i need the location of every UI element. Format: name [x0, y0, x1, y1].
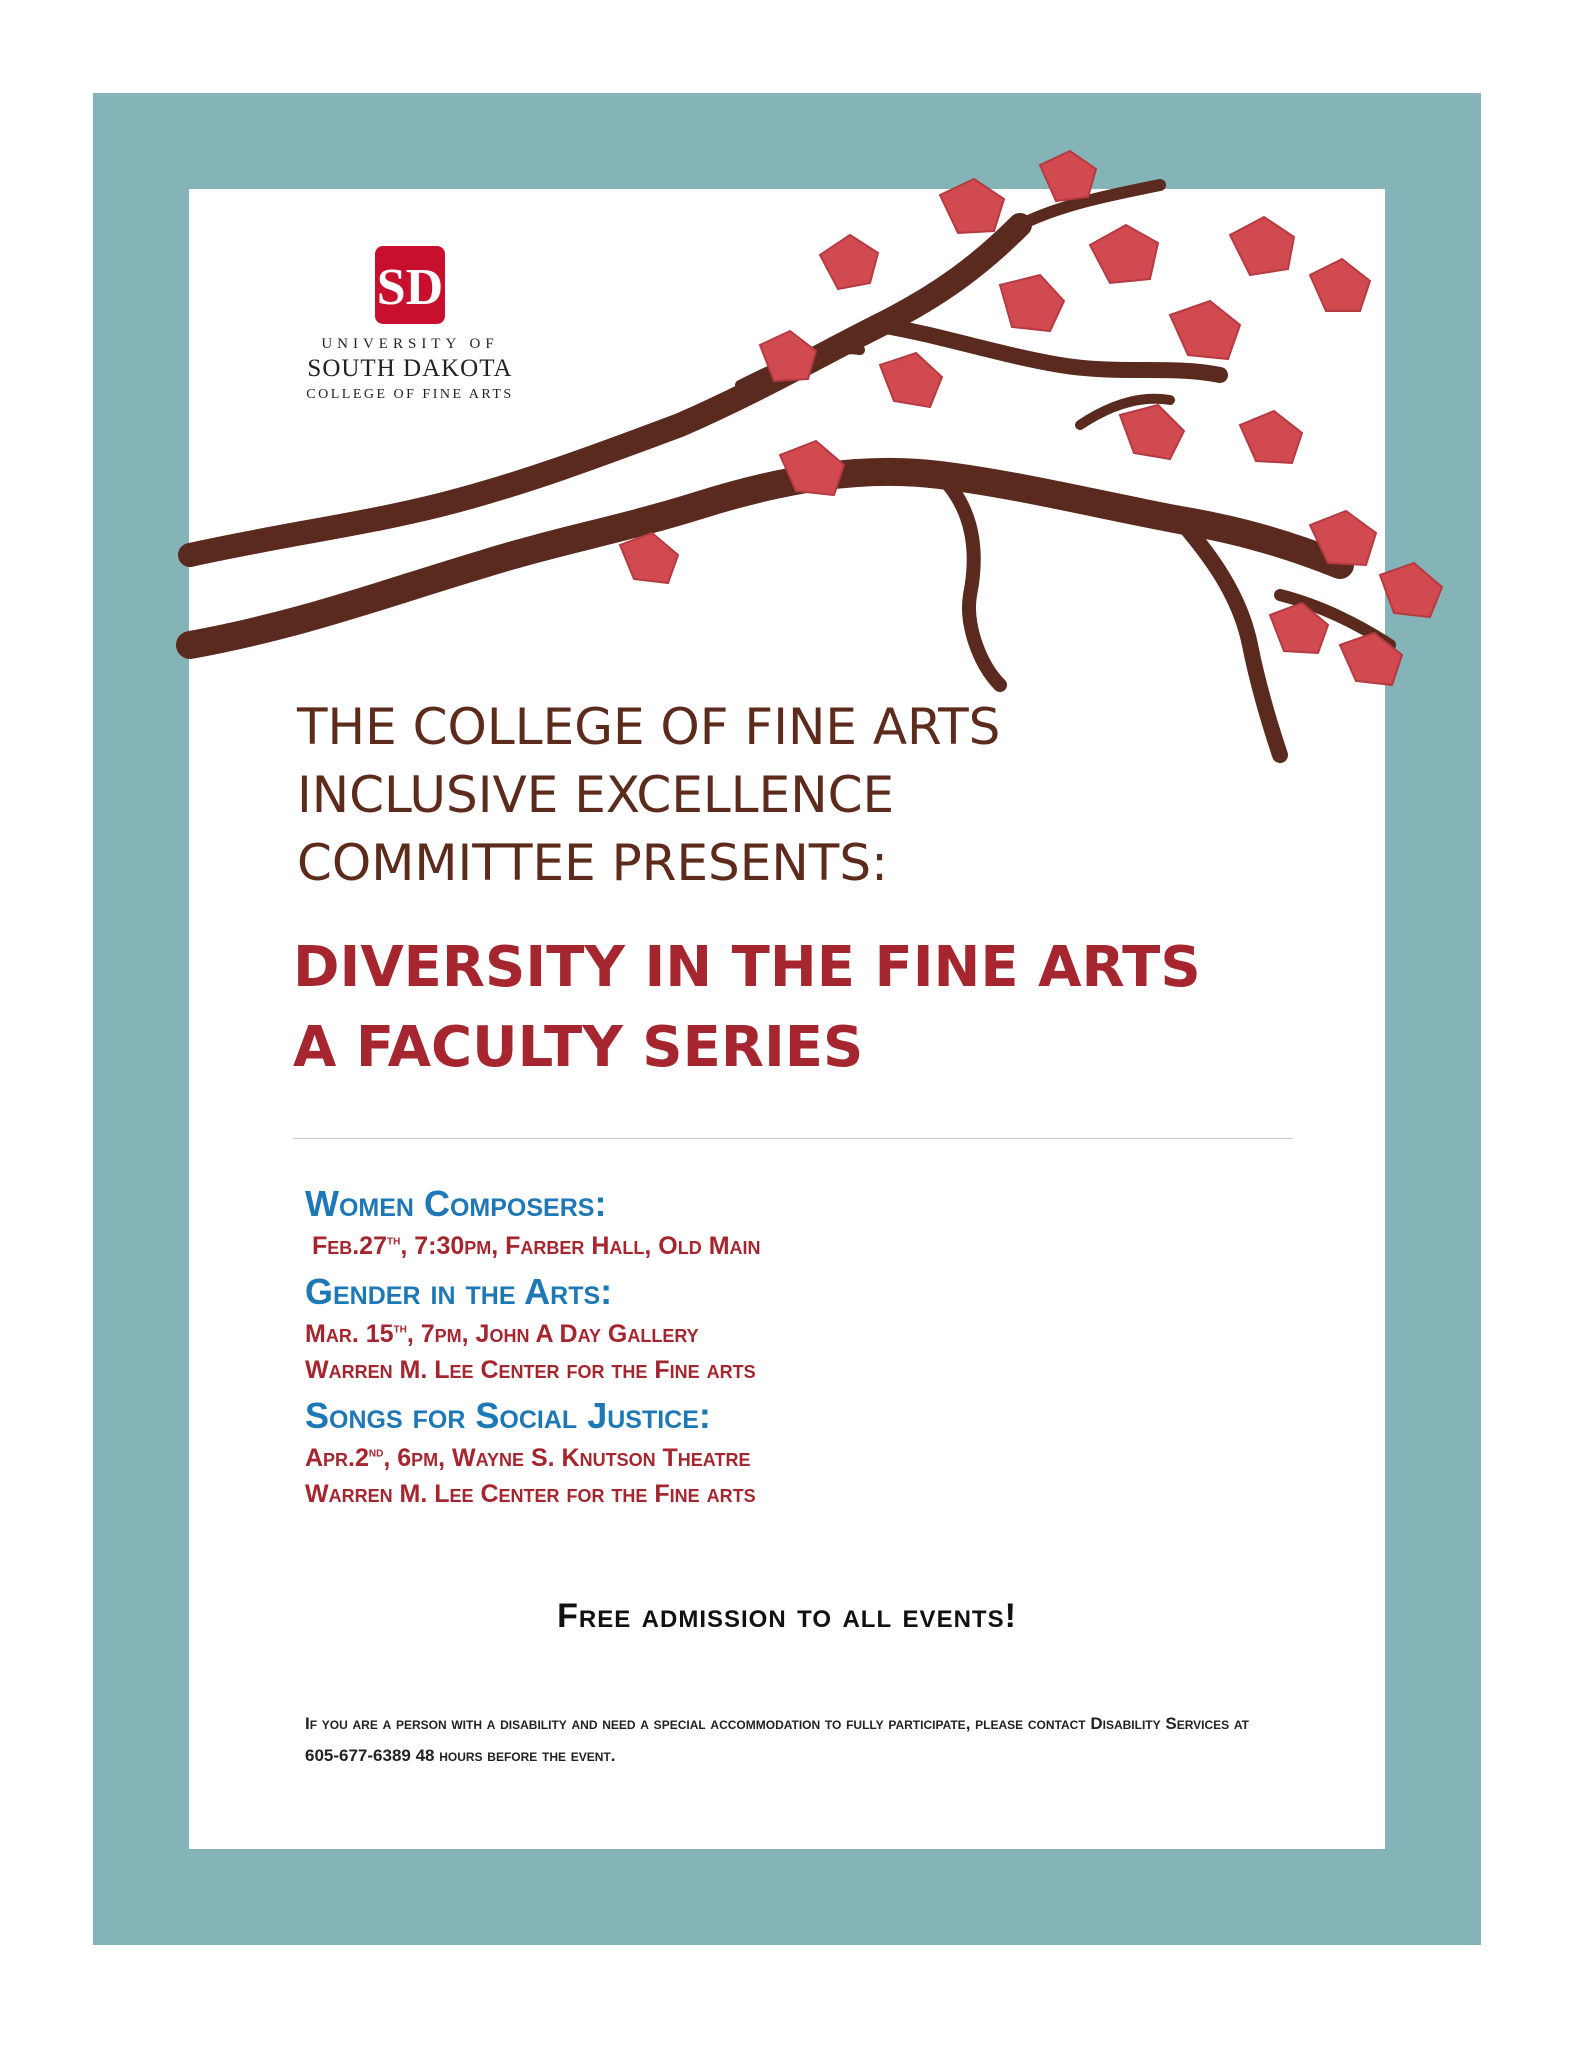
- blossom: [940, 179, 1004, 233]
- logo-line-college: COLLEGE OF FINE ARTS: [306, 387, 514, 402]
- event-date-venue: Mar. 15th, 7pm, John A Day Gallery: [305, 1319, 699, 1348]
- blossom: [1230, 217, 1294, 275]
- blossom: [1380, 563, 1442, 617]
- series-title: [293, 928, 1343, 1088]
- university-logo: [275, 242, 545, 403]
- series-title-line: A FACULTY SERIES: [293, 1015, 864, 1080]
- accessibility-disclaimer: If you are a person with a disability and need a special accommodation to fully participate, please contact Disability Services at 605-677-6389 48 hours before the event.: [305, 1714, 1249, 1765]
- events-list: [305, 1180, 1305, 1516]
- blossom: [1240, 411, 1302, 463]
- event-title: Songs for Social Justice:: [305, 1395, 711, 1436]
- blossom: [1000, 275, 1064, 331]
- event-item: [305, 1268, 1305, 1388]
- event-venue-building: Warren M. Lee Center for the Fine arts: [305, 1356, 756, 1384]
- blossom: [1170, 301, 1240, 359]
- blossom: [1120, 405, 1184, 459]
- blossom: [1310, 259, 1370, 311]
- event-item: [305, 1392, 1305, 1512]
- blossom: [1090, 225, 1158, 283]
- event-date-venue: Feb.27th, 7:30pm, Farber Hall, Old Main: [311, 1231, 761, 1260]
- event-title: Gender in the Arts:: [305, 1271, 613, 1312]
- presenter-line: COMMITTEE PRESENTS:: [297, 834, 888, 892]
- presenter-line: THE COLLEGE OF FINE ARTS: [297, 698, 1001, 756]
- presenter-line: INCLUSIVE EXCELLENCE: [297, 766, 895, 824]
- blossom: [1040, 151, 1096, 201]
- presenter-heading: [297, 693, 1197, 897]
- series-title-line: DIVERSITY IN THE FINE ARTS: [293, 935, 1201, 1000]
- event-item: [305, 1180, 1305, 1264]
- divider-rule: [293, 1138, 1293, 1139]
- event-date-venue: Apr.2nd, 6pm, Wayne S. Knutson Theatre: [305, 1443, 751, 1472]
- blossom-branch-illustration: [180, 125, 1470, 785]
- event-venue-building: Warren M. Lee Center for the Fine arts: [305, 1480, 756, 1508]
- free-admission-notice: Free admission to all events!: [557, 1597, 1017, 1635]
- sd-monogram-icon: [371, 242, 449, 328]
- svg-text:SD: SD: [376, 259, 444, 316]
- blossom: [620, 533, 678, 583]
- blossom: [880, 353, 942, 407]
- event-title: Women Composers:: [305, 1183, 607, 1224]
- logo-line-south-dakota: SOUTH DAKOTA: [307, 355, 513, 382]
- logo-line-university-of: UNIVERSITY OF: [321, 336, 499, 352]
- blossom: [820, 235, 878, 289]
